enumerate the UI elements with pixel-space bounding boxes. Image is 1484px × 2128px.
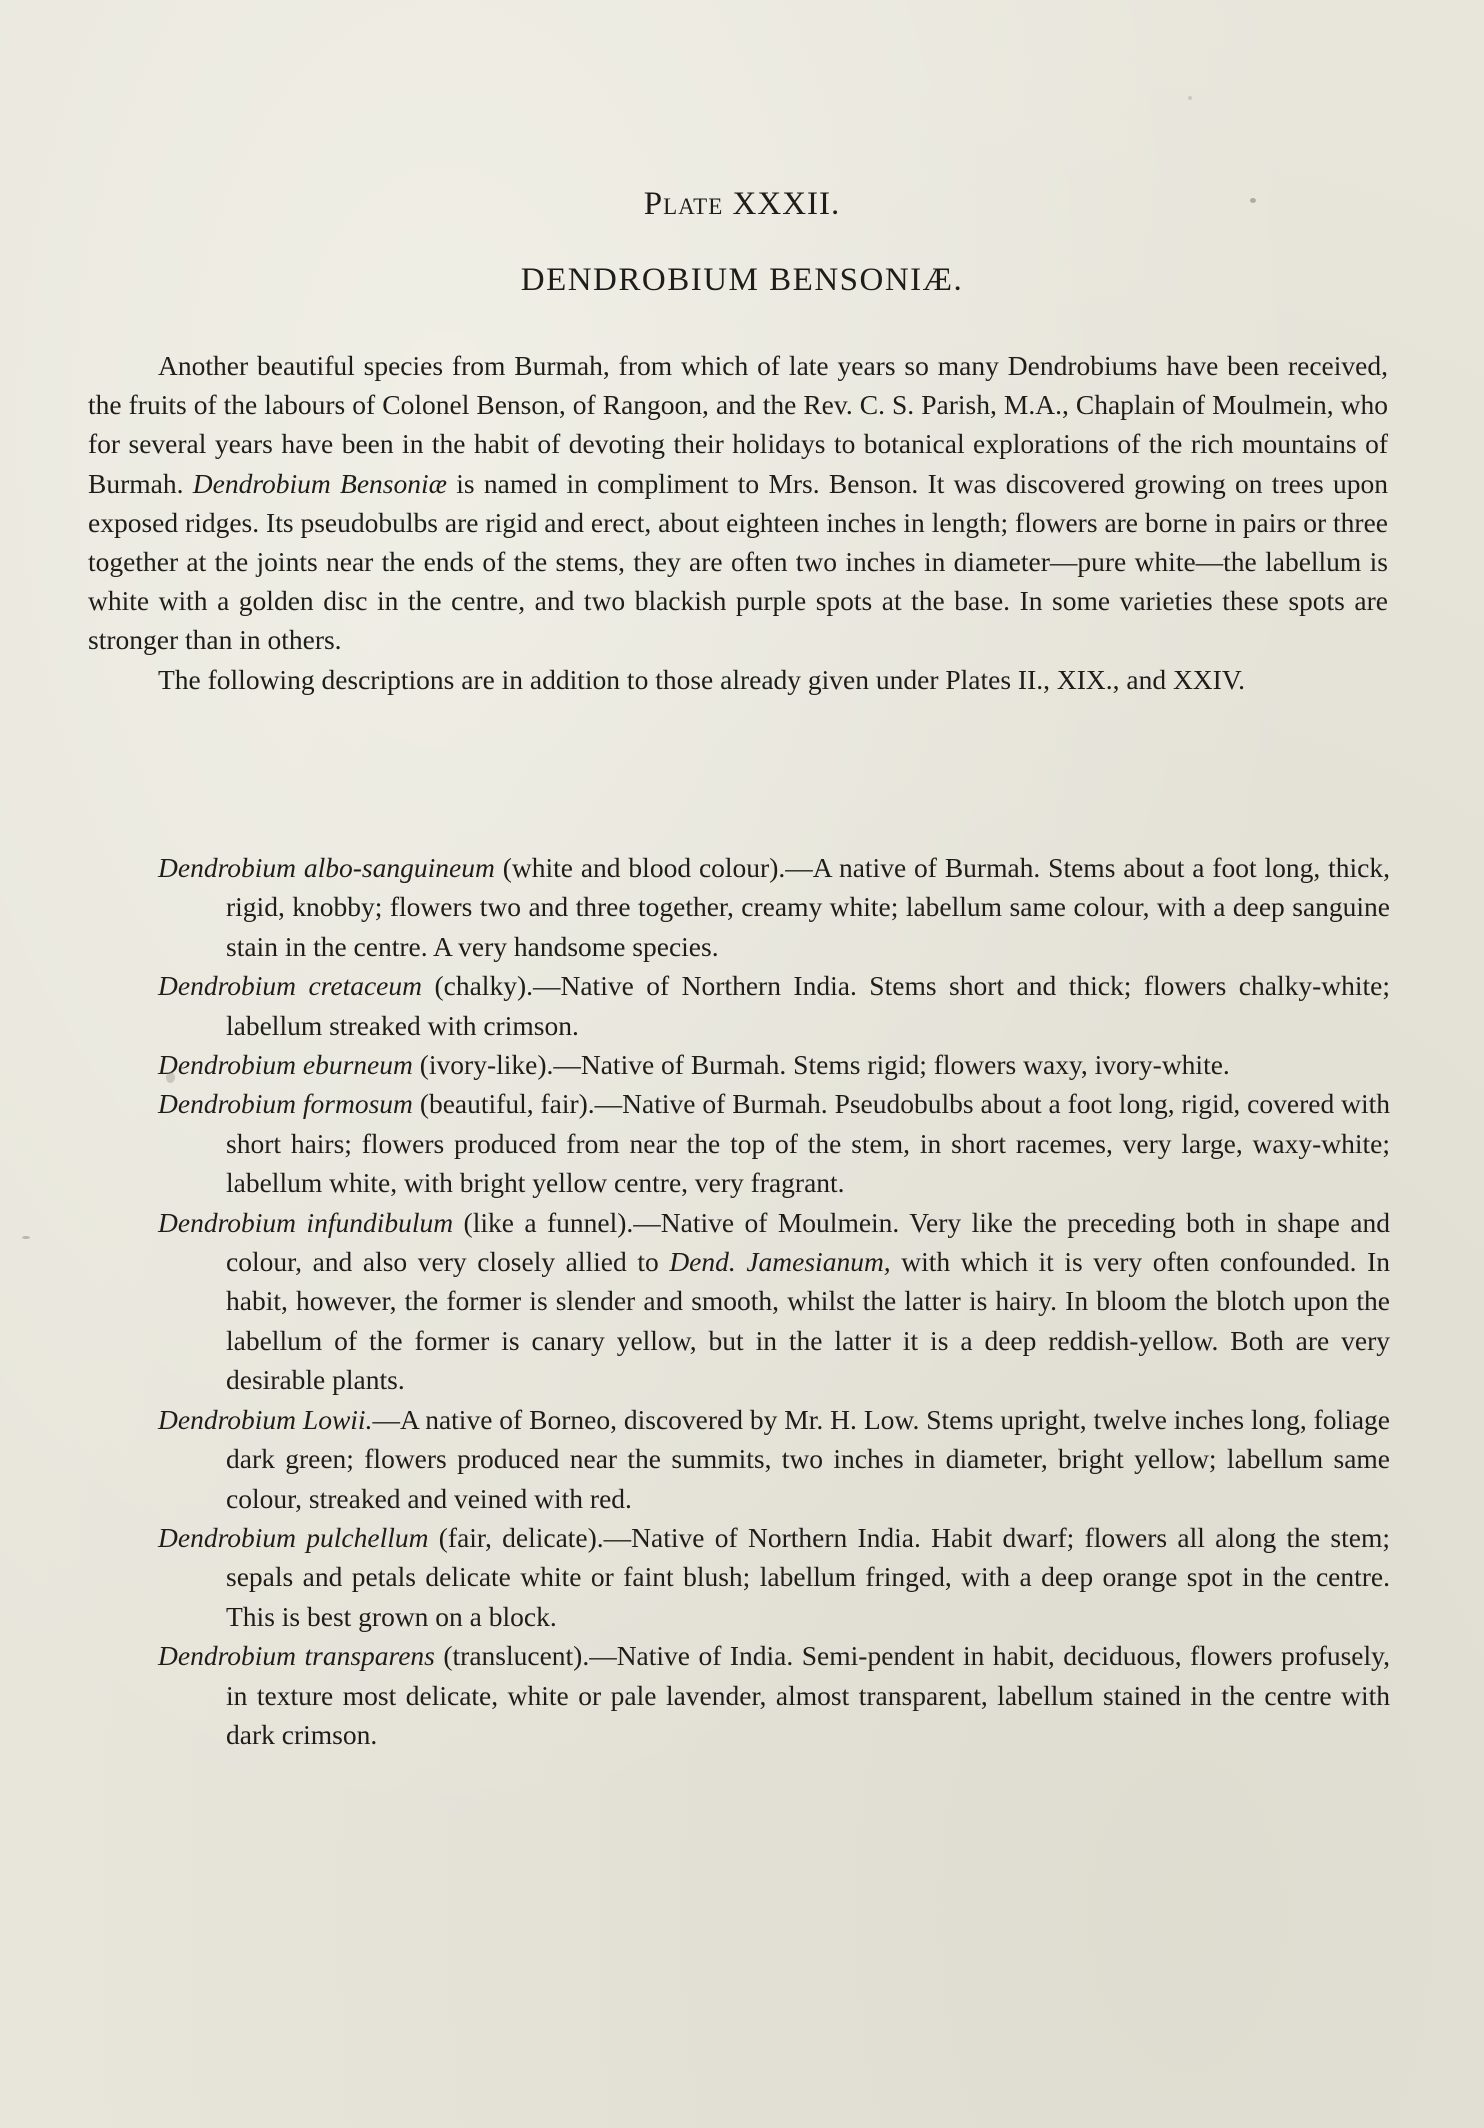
species-name: Dendrobium transparens <box>158 1640 435 1672</box>
intro-text-b: is named in compliment to Mrs. Benson. It was discovered growing on trees upon exposed ridges. Its pseudobulbs are rigid and erect, about eighteen inches in length; flowers are borne in pairs or three together at the joints near the ends of the stems, they are often two inches in diameter—pure white—the labellum is white with a golden disc in the centre, and two blackish purple spots at the base. In some varieties these spots are stronger than in others. <box>88 467 1388 656</box>
plate-number: Plate XXXII. <box>643 186 841 222</box>
species-entry-pulchellum <box>158 1518 1390 1636</box>
species-description: (white and blood colour).—A native of Burmah. Stems about a foot long, thick, rigid, knobby; flowers two and three together, creamy white; labellum same colour, with a deep sanguine stain in the centre. A very handsome species. <box>226 852 1391 962</box>
species-entry-cretaceum <box>158 966 1390 1045</box>
species-name: Dendrobium Lowii. <box>158 1403 373 1435</box>
species-name: Dendrobium eburneum <box>158 1049 413 1081</box>
species-entry-lowii <box>158 1400 1390 1518</box>
species-entry-infundibulum <box>158 1203 1390 1400</box>
paper-speck <box>1250 198 1256 203</box>
species-name: Dendrobium albo-sanguineum <box>158 852 495 883</box>
species-description: (beautiful, fair).—Native of Burmah. Pseudobulbs about a foot long, rigid, covered with short hairs; flowers produced from near the top of the stem, in short racemes, very large, waxy-white; labellum white, with bright yellow centre, very fragrant. <box>226 1088 1390 1199</box>
species-description: —A native of Borneo, discovered by Mr. H. Low. Stems upright, twelve inches long, foliage dark green; flowers produced near the summits, two inches in diameter, bright yellow; labellum same colour, streaked and veined with red. <box>226 1403 1390 1514</box>
species-name: Dendrobium cretaceum <box>158 970 422 1002</box>
intro-paragraph-2: The following descriptions are in addition to those already given under Plates II., XIX., and XXIV. <box>158 663 1246 695</box>
species-description: (fair, delicate).—Native of Northern India. Habit dwarf; flowers all along the stem; sepals and petals delicate white or faint blush; labellum fringed, with a deep orange spot in the centre. This is best grown on a block. <box>226 1521 1390 1632</box>
species-name: Dendrobium infundibulum <box>158 1206 454 1238</box>
cross-reference-name: Dend. Jamesianum, <box>669 1246 891 1278</box>
species-name: Dendrobium pulchellum <box>158 1521 429 1553</box>
species-entry-formosum <box>158 1084 1390 1202</box>
species-entry-transparens <box>158 1636 1390 1754</box>
species-name: Dendrobium formosum <box>158 1088 413 1120</box>
intro-text-a: Another beautiful species from Burmah, from which of late years so many Dendrobiums have been received, the fruits of the labours of Colonel Benson, of Rangoon, and the Rev. C. S. Parish, M.A., Chaplain of Moulmein, who for several years have been in the habit of devoting their holidays to botanical explorations of the rich mountains of Burmah. <box>88 350 1388 499</box>
species-description-tail: with which it is very often confounded. In habit, however, the former is slender and smooth, whilst the latter is hairy. In bloom the blotch upon the labellum of the former is canary yellow, but in the latter it is a deep reddish-yellow. Both are very desirable plants. <box>226 1246 1390 1396</box>
species-name: Dendrobium Bensoniæ <box>192 467 447 499</box>
intro-text <box>88 346 1388 699</box>
species-description: (like a funnel).—Native of Moulmein. Very like the preceding both in shape and colour, and also very closely allied to <box>226 1206 1391 1278</box>
intro-paragraph-1 <box>88 346 1388 660</box>
paper-speck <box>166 1072 175 1083</box>
species-description: (ivory-like).—Native of Burmah. Stems rigid; flowers waxy, ivory-white. <box>412 1049 1230 1081</box>
species-list <box>158 848 1390 1754</box>
species-description: (chalky).—Native of Northern India. Stems short and thick; flowers chalky-white; labellum streaked with crimson. <box>226 970 1390 1041</box>
paper-speck <box>22 1236 30 1239</box>
species-title: DENDROBIUM BENSONIÆ. <box>520 262 964 298</box>
species-entry-eburneum <box>158 1045 1390 1084</box>
paper-speck <box>1188 96 1192 100</box>
species-description: (translucent).—Native of India. Semi-pendent in habit, deciduous, flowers profusely, in texture most delicate, white or pale lavender, almost transparent, labellum stained in the centre with dark crimson. <box>226 1640 1390 1750</box>
species-entry-albo-sanguineum <box>158 848 1390 966</box>
